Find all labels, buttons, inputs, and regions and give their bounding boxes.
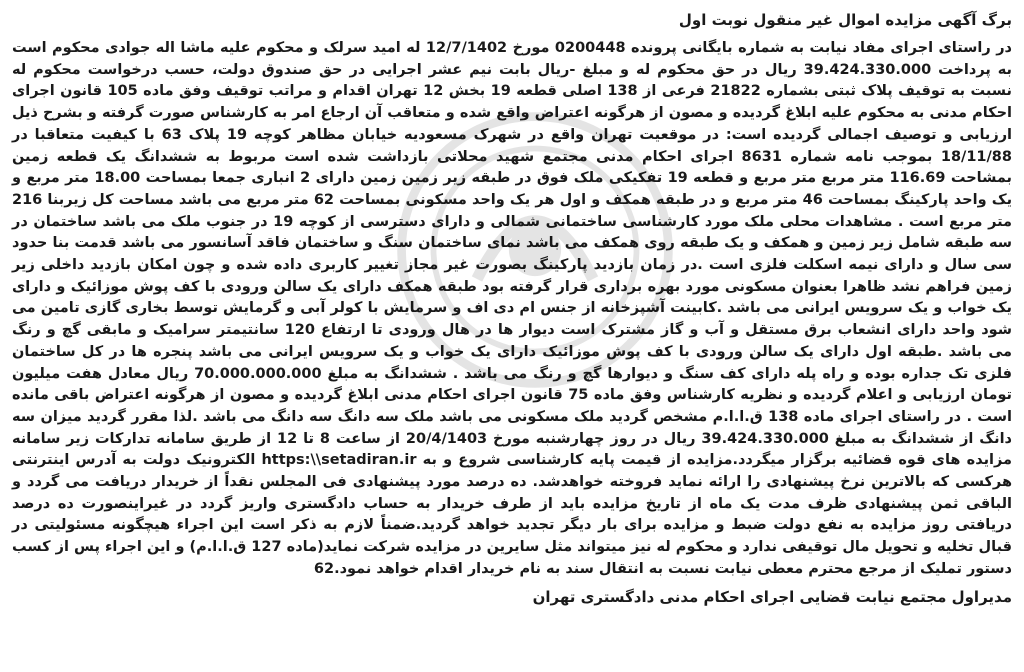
notice-signature: مدیراول مجتمع نیابت قضایی اجرای احکام مدنی دادگستری تهران [532,587,1012,606]
notice-title: برگ آگهی مزایده اموال غیر منقول نوبت اول [678,11,1012,29]
notice-body: در راستای اجرای مفاد نیابت به شماره بایگانی پرونده 0200448 مورخ 12/7/1402 له امید سرلک و محکوم علیه ماشا اله جوادی محکوم است به پرداخت 39.424.330.000 ریال در حق محکوم له و مبلغ -ریال بابت نیم عشر اجرایی در حق صندوق دولت، حسب درخواست محکوم له نسبت به توقیف پلاک ثبتی بشماره 21822 فرعی از 138 اصلی قطعه 19 بخش 12 تهران اقدام و مراتب توقیف وفق ماده 105 قانون اجرای احکام مدنی به محکوم علیه ابلاغ گردیده و مصون از هرگونه اعتراض واقع شده و متعاقب آن ارجاع امر به کارشناس صورت گرفته و بشرح ذیل ارزیابی و توصیف اجمالی گردیده است: در موقعیت تهران واقع در شهرک مسعودیه خیابان مظاهر کوچه 19 پلاک 63 با کیفیت متعاقبا در 18/11/88 بموجب نامه شماره 8631 اجرای احکام مدنی مجتمع شهید محلاتی بازداشت شده است مربوط به ششدانگ یک قطعه زمین بمشاحت 116.69 متر مربع متر مربع و قطعه 19 تفکیکی ملک فوق در طبقه زیر زمین زمین دارای 2 انباری جمعا بمساحت 18.00 متر مربع و یک واحد پارکینگ بمساحت 46 متر مربع و در طبقه همکف و اول هر یک واحد مسکونی بمساحت 62 متر مربع می باشد مساحت کل زیربنا 216 متر مربع است . مشاهدات محلی ملک مورد کارشناسی ساختمانی شمالی و دارای دسترسی از کوچه 19 در جنوب ملک می باشد ساختمان در سه طبقه شامل زیر زمین و همکف و یک طبقه روی همکف می باشد نمای ساختمان سنگ و ساختمان فاقد آسانسور می باشد قدمت بنا حدود سی سال و دارای نیمه اسکلت فلزی است .در زمان بازدید پارکینگ بصورت غیر مجاز تغییر کاربری داده شده و چون امکان بازدید داخلی زیر زمین فراهم نشد ظاهرا بعنوان مسکونی مورد بهره برداری قرار گرفته بود طبقه همکف دارای یک سالن ورودی با کف پوش موزائیک و دارای یک خواب و یک سرویس ایرانی می باشد .کابینت آشپزخانه از جنس ام دی اف و سرمایش با کولر آبی و گرمایش توسط بخاری گازی تامین می شود واحد دارای انشعاب برق مستقل و آب و گاز مشترک است دیوار ها در هال ورودی تا ارتفاع 120 سانتیمتر سرامیک و مابقی گچ و رنگ می باشد .طبقه اول دارای یک سالن ورودی با کف پوش موزائیک دارای یک خواب و یک سرویس ایرانی می باشد پنجره ها در کل ساختمان فلزی تک جداره بوده و راه پله دارای کف سنگ و دیوارها گچ و رنگ می باشد . ششدانگ به مبلغ 70.000.000.000 ریال معادل هفت میلیون تومان ارزیابی و اعلام گردیده و نظریه کارشناس وفق ماده 75 قانون اجرای احکام مدنی ابلاغ گردیده و مصون از هرگونه اعتراض باقی مانده است . در راستای اجرای ماده 138 ق.ا.ا.م مشخص گردید ملک مسکونی می باشد ملک سه دانگ سه دانگ می باشد .لذا مقرر گردید میزان سه دانگ از ششدانگ به مبلغ 39.424.330.000 ریال در روز چهارشنبه مورخ 20/4/1403 از ساعت 8 تا 12 از طریق سامانه تدارکات زیر سامانه مزایده های قوه قضائیه برگزار میگردد.مزایده از قیمت پایه کارشناسی شروع و به https:\\setadiran.ir الکترونیک دولت به آدرس اینترنتی هرکسی که بالاترین نرخ پیشنهادی را ارائه نماید فروخته خواهدشد. ده درصد مورد پیشنهادی فی المجلس نقداً از خریدار دریافت می گردد و الباقی ثمن پیشنهادی ظرف مدت یک ماه از تاریخ مزایده باید از طرف خریدار به حساب دادگستری واریز گردد در غیراینصورت ده درصد دریافتی روز مزایده به نفع دولت ضبط و مزایده برای بار دیگر تجدید خواهد گردید.ضمناً لازم به ذکر است این اجراء هیچگونه مسئولیتی در قبال تخلیه و تحویل مال توقیفی ندارد و محکوم له نیز میتواند مثل سایرین در مزایده شرکت نماید(ماده 127 ق.ا.ا.م) و این اجراء پس از کسب دستور تملیک از مرجع محترم معطی نیابت نسبت به انتقال سند به نام خریدار اقدام خواهد نمود.62 [12,40,1013,577]
